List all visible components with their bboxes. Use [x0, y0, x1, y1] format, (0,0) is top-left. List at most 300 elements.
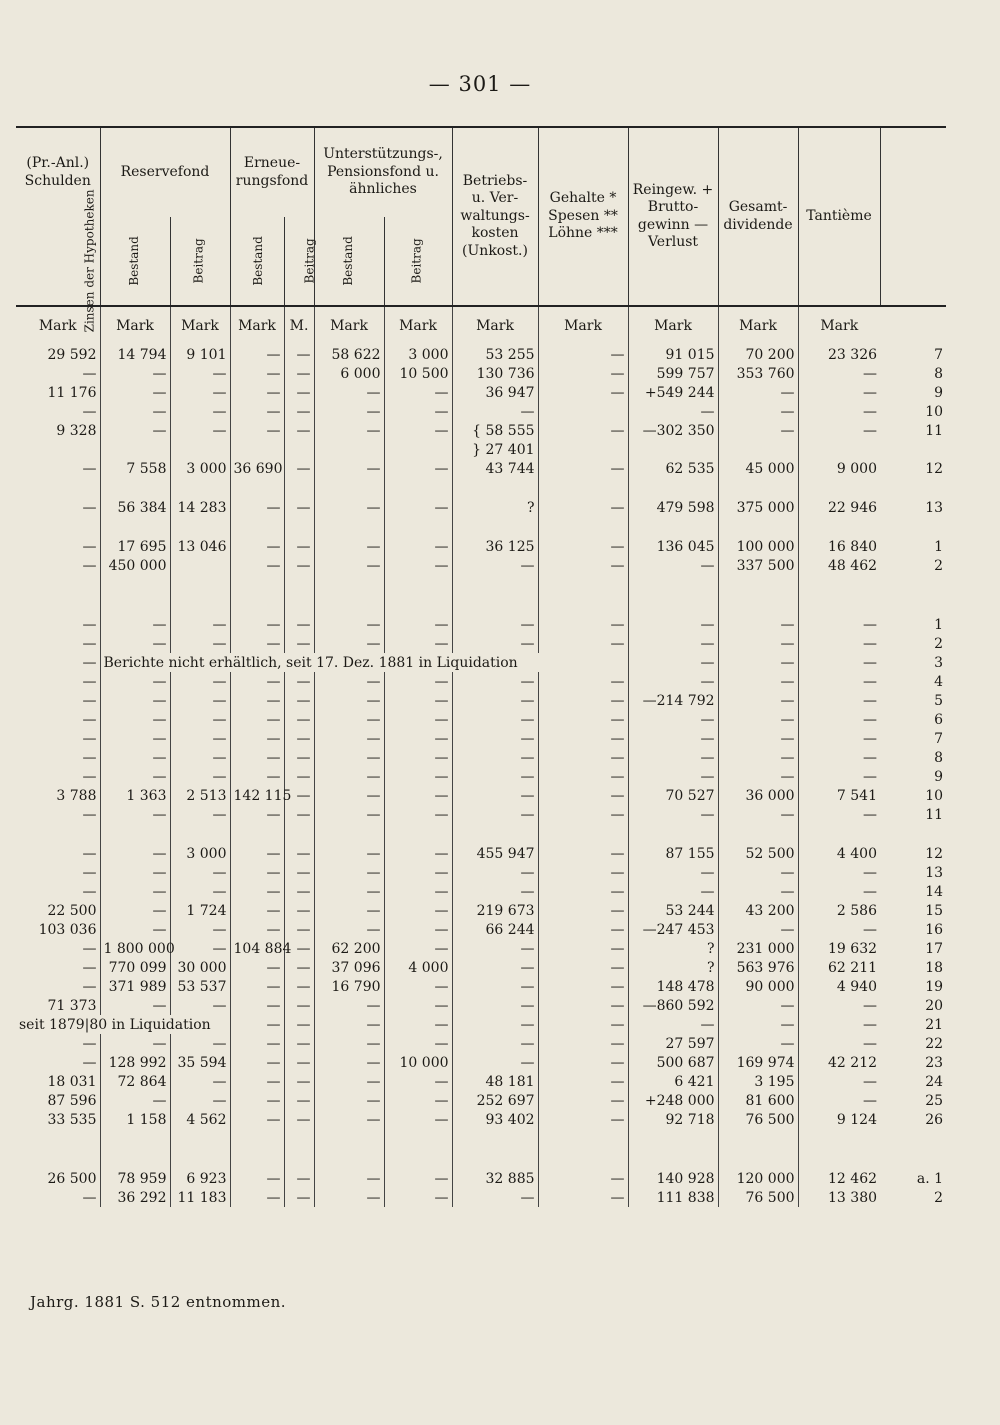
- table-cell: —: [100, 383, 170, 402]
- table-cell: [384, 478, 452, 498]
- table-cell: ?: [628, 939, 718, 958]
- row-number: 4: [934, 673, 944, 690]
- table-cell: —: [718, 920, 798, 939]
- table-cell: —: [384, 977, 452, 996]
- table-cell: 71 373: [47, 997, 97, 1014]
- table-cell: —: [628, 615, 718, 634]
- row-number: 12: [925, 460, 944, 477]
- table-cell: 148 478: [628, 977, 718, 996]
- table-cell: —: [718, 882, 798, 901]
- table-cell: 81 600: [718, 1091, 798, 1110]
- table-cell: —: [314, 1034, 384, 1053]
- table-cell: [100, 575, 170, 595]
- table-cell: [100, 478, 170, 498]
- table-cell: 252 697: [452, 1091, 538, 1110]
- table-cell: —: [284, 1188, 314, 1207]
- table-row: [16, 996, 946, 1015]
- table-cell: 42 212: [798, 1053, 880, 1072]
- row-number: [880, 478, 946, 498]
- table-cell: —: [384, 556, 452, 575]
- table-cell: —: [452, 615, 538, 634]
- table-cell: [314, 517, 384, 537]
- page-number: — 301 —: [428, 72, 532, 96]
- table-cell: [538, 440, 628, 459]
- table-cell: —: [230, 863, 284, 882]
- table-cell: —: [538, 556, 628, 575]
- table-cell: —: [284, 421, 314, 440]
- table-row: [16, 691, 946, 710]
- units-row: [16, 306, 946, 345]
- table-cell: 375 000: [718, 498, 798, 517]
- row-number: 7: [934, 346, 944, 363]
- table-cell: —: [798, 863, 880, 882]
- table-cell: —: [718, 805, 798, 824]
- table-cell: —: [100, 901, 170, 920]
- row-number: 17: [925, 940, 944, 957]
- table-cell: —: [82, 940, 97, 957]
- table-cell: —: [384, 1110, 452, 1129]
- table-cell: —: [798, 383, 880, 402]
- table-cell: 3 195: [718, 1072, 798, 1091]
- table-cell: 23 326: [798, 345, 880, 364]
- table-cell: [628, 575, 718, 595]
- table-cell: —: [82, 845, 97, 862]
- header-schulden: (Pr.-Anl.) Schulden: [16, 127, 100, 217]
- table-cell: [100, 1149, 170, 1169]
- table-cell: 500 687: [628, 1053, 718, 1072]
- table-cell: —: [384, 1169, 452, 1188]
- row-number: [880, 1129, 946, 1149]
- table-cell: 72 864: [100, 1072, 170, 1091]
- table-cell: [538, 824, 628, 844]
- table-cell: —: [100, 615, 170, 634]
- row-number: 9: [934, 768, 944, 785]
- table-cell: [538, 575, 628, 595]
- table-cell: 27 597: [628, 1034, 718, 1053]
- table-cell: —: [314, 882, 384, 901]
- table-cell: 103 036: [38, 921, 97, 938]
- table-cell: —: [314, 691, 384, 710]
- table-cell: 62 211: [798, 958, 880, 977]
- table-cell: —: [538, 729, 628, 748]
- table-cell: —: [718, 767, 798, 786]
- table-cell: 35 594: [170, 1053, 230, 1072]
- table-cell: —: [314, 1072, 384, 1091]
- table-cell: —: [314, 634, 384, 653]
- unit-cell: [880, 306, 946, 345]
- table-cell: [798, 824, 880, 844]
- table-cell: —: [284, 1034, 314, 1053]
- table-cell: [284, 595, 314, 615]
- table-cell: [538, 595, 628, 615]
- table-cell: —: [718, 748, 798, 767]
- row-number: 3: [934, 654, 944, 671]
- table-row: [16, 595, 946, 615]
- table-cell: —: [538, 1072, 628, 1091]
- table-cell: [538, 1149, 628, 1169]
- table-cell: 45 000: [718, 459, 798, 478]
- table-cell: [284, 440, 314, 459]
- table-cell: —: [284, 920, 314, 939]
- table-cell: 36 292: [100, 1188, 170, 1207]
- table-cell: 16 840: [798, 537, 880, 556]
- table-cell: 3 000: [384, 345, 452, 364]
- table-cell: [538, 1129, 628, 1149]
- beitrag-label: Beitrag: [302, 238, 317, 284]
- table-cell: 56 384: [100, 498, 170, 517]
- table-cell: —: [314, 383, 384, 402]
- table-cell: [798, 1129, 880, 1149]
- table-cell: 14 794: [100, 345, 170, 364]
- table-cell: —: [538, 383, 628, 402]
- table-cell: —: [798, 364, 880, 383]
- table-row: [16, 958, 946, 977]
- table-cell: —: [538, 805, 628, 824]
- table-cell: 30 000: [170, 958, 230, 977]
- table-cell: [170, 1129, 230, 1149]
- table-cell: [384, 824, 452, 844]
- table-cell: [384, 575, 452, 595]
- table-cell: —: [82, 403, 97, 420]
- table-cell: —: [628, 402, 718, 421]
- table-cell: 18 031: [47, 1073, 97, 1090]
- table-cell: [452, 478, 538, 498]
- table-cell: [718, 575, 798, 595]
- table-cell: [452, 824, 538, 844]
- table-cell: [170, 478, 230, 498]
- bestand-label: Bestand: [250, 236, 265, 286]
- table-cell: [314, 478, 384, 498]
- table-cell: —: [628, 748, 718, 767]
- table-cell: —: [100, 767, 170, 786]
- table-cell: —: [82, 1189, 97, 1206]
- table-cell: —: [538, 1110, 628, 1129]
- table-cell: [628, 1129, 718, 1149]
- row-number: 16: [925, 921, 944, 938]
- beitrag-label: Beitrag: [410, 238, 425, 284]
- table-row: [16, 1053, 946, 1072]
- row-number: 12: [925, 845, 944, 862]
- header-reservefond: Reservefond: [100, 127, 230, 217]
- table-cell: 9 328: [56, 422, 97, 439]
- table-cell: —: [82, 538, 97, 555]
- table-cell: —: [230, 977, 284, 996]
- table-cell: —: [798, 920, 880, 939]
- table-cell: [170, 575, 230, 595]
- header-reingewinn: Reingew. + Brutto- gewinn —Verlust: [628, 127, 718, 306]
- header-reserve-beitrag: [170, 217, 230, 306]
- table-cell: [798, 575, 880, 595]
- table-cell: —: [170, 920, 230, 939]
- table-cell: —: [82, 499, 97, 516]
- table-cell: [314, 595, 384, 615]
- row-number: 19: [925, 978, 944, 995]
- table-row: [16, 729, 946, 748]
- table-cell: —: [82, 864, 97, 881]
- table-cell: —: [284, 364, 314, 383]
- table-cell: 128 992: [100, 1053, 170, 1072]
- row-number: 13: [925, 864, 944, 881]
- row-number: [880, 1149, 946, 1169]
- unit-cell: Mark: [538, 306, 628, 345]
- table-cell: —: [82, 460, 97, 477]
- table-cell: —: [314, 844, 384, 863]
- unit-cell: Mark: [452, 306, 538, 345]
- table-cell: —: [230, 402, 284, 421]
- table-cell: —: [538, 1034, 628, 1053]
- table-cell: —: [314, 1188, 384, 1207]
- table-cell: —: [452, 402, 538, 421]
- table-cell: —: [82, 730, 97, 747]
- table-cell: 22 946: [798, 498, 880, 517]
- table-cell: —: [230, 882, 284, 901]
- table-cell: —: [100, 882, 170, 901]
- table-cell: —: [100, 421, 170, 440]
- table-cell: —: [230, 805, 284, 824]
- table-cell: —: [100, 1034, 170, 1053]
- table-cell: —: [314, 459, 384, 478]
- table-cell: —: [384, 1015, 452, 1034]
- table-cell: 16 790: [314, 977, 384, 996]
- table-cell: 219 673: [452, 901, 538, 920]
- table-cell: —: [798, 767, 880, 786]
- table-cell: [452, 595, 538, 615]
- table-cell: [16, 1129, 100, 1149]
- table-cell: 6 000: [314, 364, 384, 383]
- table-cell: —: [314, 1015, 384, 1034]
- table-cell: [452, 517, 538, 537]
- header-erneuerung-bestand: [230, 217, 284, 306]
- table-cell: 4 400: [798, 844, 880, 863]
- table-cell: 169 974: [718, 1053, 798, 1072]
- table-cell: —: [284, 901, 314, 920]
- table-cell: 3 000: [170, 844, 230, 863]
- table-cell: —: [452, 882, 538, 901]
- table-row: [16, 1110, 946, 1129]
- table-cell: [718, 595, 798, 615]
- table-cell: —: [384, 920, 452, 939]
- row-number: 2: [934, 1189, 944, 1206]
- table-cell: 1 800 000: [100, 939, 170, 958]
- table-cell: 62 200: [314, 939, 384, 958]
- table-cell: —: [452, 556, 538, 575]
- table-cell: 1 363: [100, 786, 170, 805]
- table-cell: —: [718, 996, 798, 1015]
- table-cell: 455 947: [452, 844, 538, 863]
- table-cell: —: [798, 805, 880, 824]
- table-cell: —: [100, 844, 170, 863]
- table-cell: —: [538, 958, 628, 977]
- table-cell: 4 000: [384, 958, 452, 977]
- table-cell: —: [538, 672, 628, 691]
- table-cell: 90 000: [718, 977, 798, 996]
- row-number: 20: [925, 997, 944, 1014]
- table-cell: 10 000: [384, 1053, 452, 1072]
- table-cell: —: [82, 1035, 97, 1052]
- table-cell: —: [538, 691, 628, 710]
- table-cell: 53 244: [628, 901, 718, 920]
- table-cell: —: [798, 1091, 880, 1110]
- table-cell: 104 884: [230, 939, 284, 958]
- table-cell: —: [170, 710, 230, 729]
- table-row: [16, 556, 946, 575]
- header-erneuerung-beitrag: [284, 217, 317, 306]
- table-cell: —: [230, 556, 284, 575]
- row-number: 8: [934, 365, 944, 382]
- table-cell: —: [314, 537, 384, 556]
- table-cell: —: [314, 863, 384, 882]
- table-cell: [170, 556, 230, 575]
- table-cell: [230, 440, 284, 459]
- table-cell: —: [230, 498, 284, 517]
- table-cell: —: [384, 996, 452, 1015]
- table-cell: [798, 1149, 880, 1169]
- table-cell: —: [82, 883, 97, 900]
- table-cell: —: [284, 748, 314, 767]
- table-cell: 2 513: [170, 786, 230, 805]
- table-cell: —: [170, 748, 230, 767]
- table-cell: 371 989: [100, 977, 170, 996]
- table-cell: —: [384, 383, 452, 402]
- table-cell: [170, 440, 230, 459]
- table-cell: —: [628, 767, 718, 786]
- table-cell: —: [284, 863, 314, 882]
- table-cell: —: [452, 729, 538, 748]
- table-cell: —: [284, 1015, 314, 1034]
- table-cell: —: [452, 958, 538, 977]
- table-cell: 17 695: [100, 537, 170, 556]
- table-cell: —: [628, 710, 718, 729]
- table-cell: —: [452, 767, 538, 786]
- table-cell: 4 940: [798, 977, 880, 996]
- table-cell: —: [538, 844, 628, 863]
- table-cell: —: [100, 920, 170, 939]
- unit-cell: Mark: [170, 306, 230, 345]
- table-cell: 1 158: [100, 1110, 170, 1129]
- table-cell: —: [82, 959, 97, 976]
- table-cell: [170, 1149, 230, 1169]
- row-number: 11: [925, 806, 944, 823]
- table-cell: —: [628, 634, 718, 653]
- table-cell: [100, 440, 170, 459]
- table-cell: —: [314, 748, 384, 767]
- table-cell: —: [538, 615, 628, 634]
- table-cell: 130 736: [452, 364, 538, 383]
- table-cell: —: [314, 805, 384, 824]
- table-cell: [628, 478, 718, 498]
- table-row: [16, 920, 946, 939]
- table-cell: —: [284, 1110, 314, 1129]
- table-cell: 7 541: [798, 786, 880, 805]
- table-cell: —: [628, 729, 718, 748]
- table-cell: —: [798, 729, 880, 748]
- table-cell: [170, 595, 230, 615]
- table-cell: 87 155: [628, 844, 718, 863]
- unit-cell: Mark: [314, 306, 384, 345]
- table-cell: —: [284, 882, 314, 901]
- table-cell: —: [230, 383, 284, 402]
- table-cell: [538, 517, 628, 537]
- table-cell: [16, 824, 100, 844]
- table-row: [16, 863, 946, 882]
- table-cell: [100, 824, 170, 844]
- table-row: [16, 1034, 946, 1053]
- row-number: 2: [934, 635, 944, 652]
- bestand-label: Bestand: [127, 236, 142, 286]
- row-number: 10: [925, 787, 944, 804]
- table-cell: [384, 1129, 452, 1149]
- row-number: [880, 575, 946, 595]
- header-unterstuetzung-bestand: [314, 217, 384, 306]
- table-cell: —: [384, 498, 452, 517]
- table-cell: } 27 401: [452, 440, 538, 459]
- table-cell: —: [230, 672, 284, 691]
- table-cell: —: [798, 615, 880, 634]
- table-cell: —: [230, 996, 284, 1015]
- table-cell: —: [538, 345, 628, 364]
- table-cell: —: [718, 691, 798, 710]
- table-cell: —: [538, 1169, 628, 1188]
- table-cell: 62 535: [628, 459, 718, 478]
- table-cell: —: [82, 635, 97, 652]
- row-number: 22: [925, 1035, 944, 1052]
- table-row: [16, 1072, 946, 1091]
- table-cell: [230, 595, 284, 615]
- table-cell: —: [82, 749, 97, 766]
- span-note: Berichte nicht erhältlich, seit 17. Dez. 1881 in Liquidation: [103, 654, 518, 671]
- table-cell: —: [452, 863, 538, 882]
- table-cell: —: [384, 1091, 452, 1110]
- table-cell: 70 527: [628, 786, 718, 805]
- table-cell: —: [452, 977, 538, 996]
- table-row: [16, 498, 946, 517]
- table-cell: [16, 575, 100, 595]
- table-cell: —: [798, 710, 880, 729]
- table-cell: [16, 595, 100, 615]
- table-row: [16, 844, 946, 863]
- table-cell: —: [718, 634, 798, 653]
- table-cell: 36 000: [718, 786, 798, 805]
- table-cell: —: [284, 767, 314, 786]
- table-cell: —: [230, 345, 284, 364]
- row-number: 11: [925, 422, 944, 439]
- footnote: Jahrg. 1881 S. 512 entnommen.: [30, 1293, 287, 1311]
- table-row: [16, 345, 946, 364]
- table-cell: —: [452, 996, 538, 1015]
- table-cell: —: [314, 556, 384, 575]
- header-erneuerungsfond: Erneue- rungsfond: [230, 127, 314, 217]
- table-cell: 11 183: [170, 1188, 230, 1207]
- table-cell: 43 200: [718, 901, 798, 920]
- table-cell: —: [284, 1053, 314, 1072]
- row-number: 15: [925, 902, 944, 919]
- table-cell: —: [538, 748, 628, 767]
- table-cell: —: [284, 729, 314, 748]
- table-cell: [284, 1149, 314, 1169]
- table-cell: —: [230, 1169, 284, 1188]
- table-cell: —: [82, 768, 97, 785]
- table-cell: —: [82, 616, 97, 633]
- table-cell: [628, 595, 718, 615]
- table-cell: —: [718, 729, 798, 748]
- table-cell: —: [82, 654, 97, 671]
- table-cell: —: [384, 786, 452, 805]
- table-cell: —: [314, 672, 384, 691]
- unit-cell: Mark: [384, 306, 452, 345]
- table-cell: —: [384, 459, 452, 478]
- table-row: [16, 805, 946, 824]
- table-row: [16, 1129, 946, 1149]
